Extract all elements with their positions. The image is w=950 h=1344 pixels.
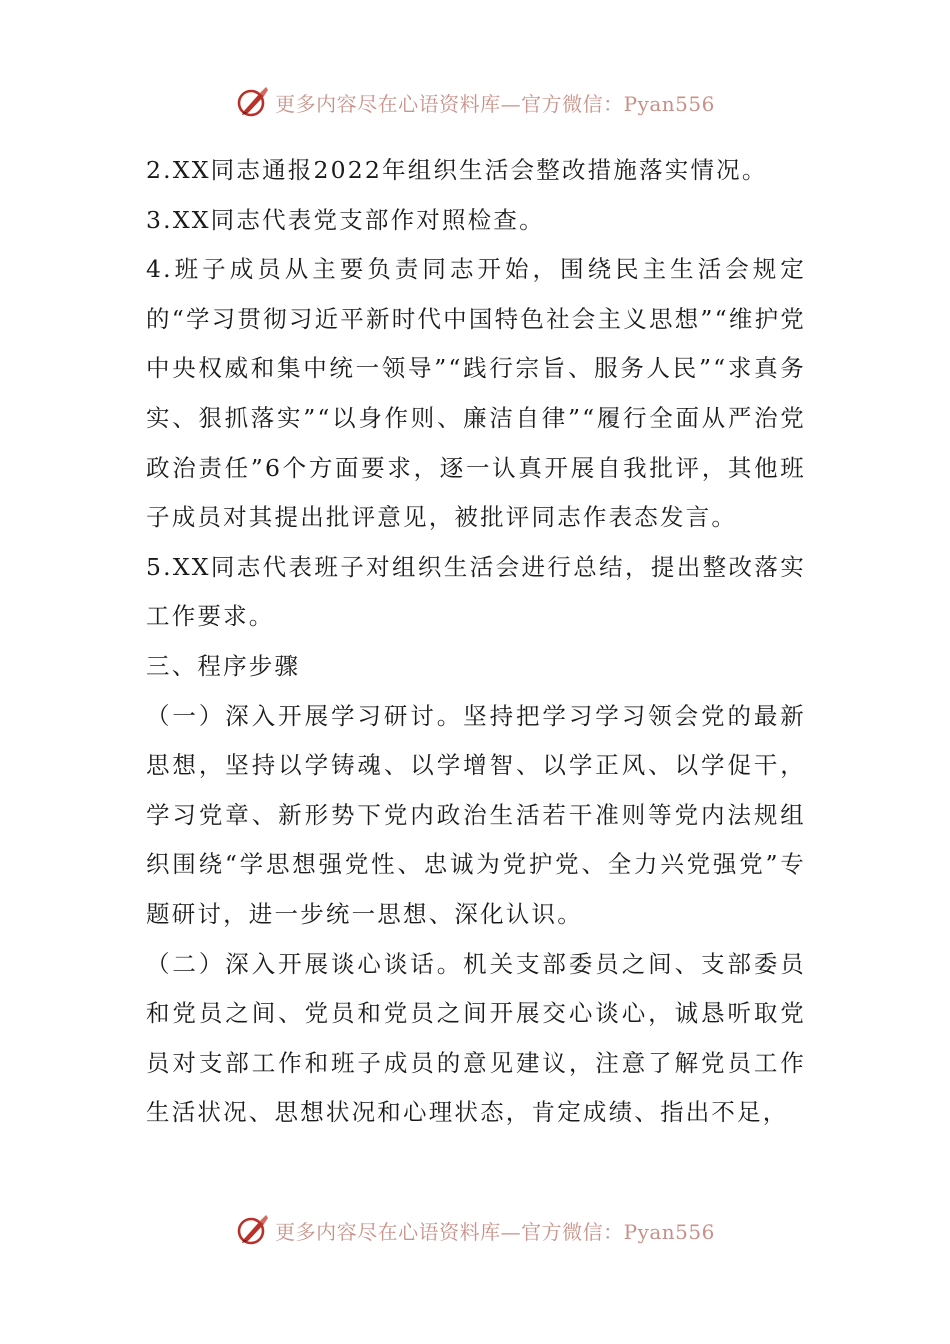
paragraph-heart-to-heart-talks: （二）深入开展谈心谈话。机关支部委员之间、支部委员和党员之间、党员和党员之间开展交心谈心，诚恳听取党员对支部工作和班子成员的意见建议，注意了解党员工作生活状况、思想状况和心理状态，肯定成绩、指出不足，	[146, 949, 806, 1127]
pen-logo-icon	[235, 84, 271, 120]
watermark-text: 更多内容尽在心语资料库—官方微信：Pyan556	[275, 91, 715, 116]
watermark-text: 更多内容尽在心语资料库—官方微信：Pyan556	[275, 1219, 715, 1244]
watermark-banner-top	[0, 82, 950, 122]
paragraph-study-discussion: （一）深入开展学习研讨。坚持把学习学习领会党的最新思想，坚持以学铸魂、以学增智、以学正风、以学促干，学习党章、新形势下党内政治生活若干准则等党内法规组织围绕“学思想强党性、忠诚为党护党、全力兴党强党”专题研讨，进一步统一思想、深化认识。	[146, 701, 806, 928]
paragraph-item-2: 2.XX同志通报2022年组织生活会整改措施落实情况。	[146, 156, 768, 184]
paragraph-item-3: 3.XX同志代表党支部作对照检查。	[146, 205, 545, 234]
paragraph-item-5: 5.XX同志代表班子对组织生活会进行总结，提出整改落实工作要求。	[146, 552, 806, 631]
document-body	[146, 146, 806, 1138]
pen-logo-icon	[235, 1212, 271, 1248]
paragraph-item-4: 4.班子成员从主要负责同志开始，围绕民主生活会规定的“学习贯彻习近平新时代中国特色社会主义思想”“维护党中央权威和集中统一领导”“践行宗旨、服务人民”“求真务实、狠抓落实”“以身作则、廉洁自律”“履行全面从严治党政治责任”6个方面要求，逐一认真开展自我批评，其他班子成员对其提出批评意见，被批评同志作表态发言。	[146, 255, 806, 532]
section-heading-procedure: 三、程序步骤	[146, 651, 301, 680]
watermark-banner-bottom	[0, 1210, 950, 1250]
